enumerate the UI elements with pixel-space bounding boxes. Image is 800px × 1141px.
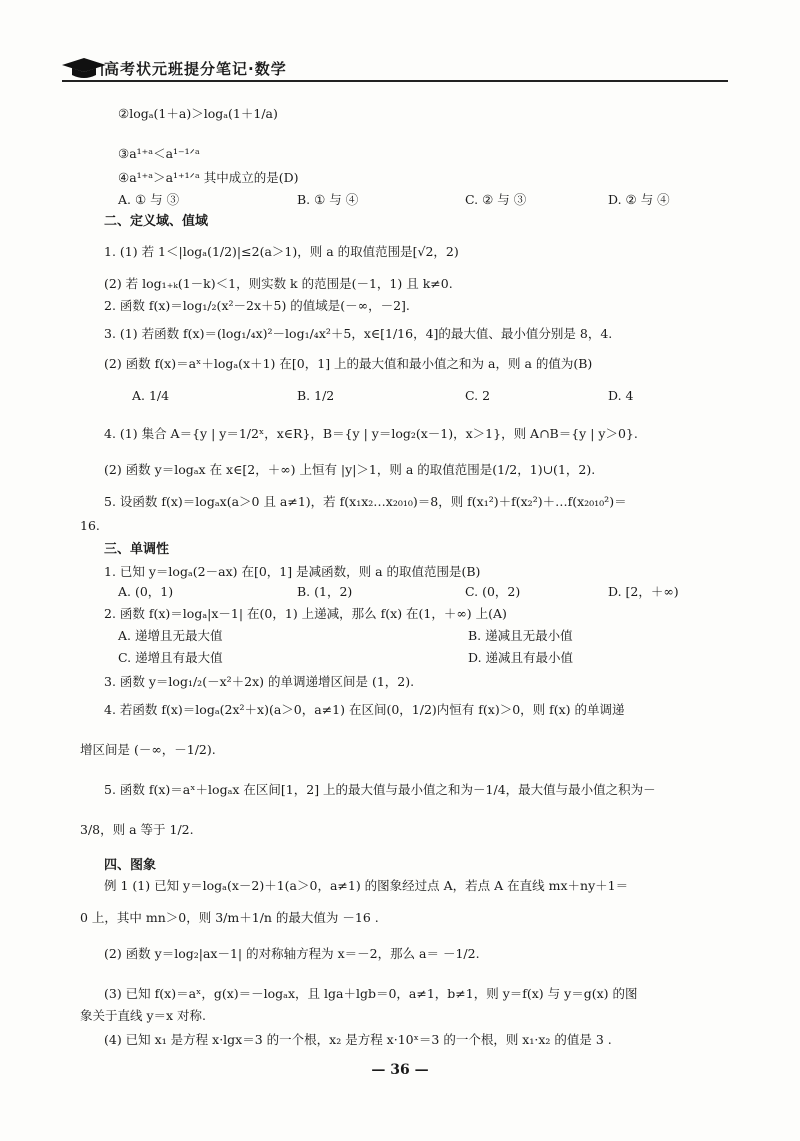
choice-c: C. (0，2) <box>465 584 521 599</box>
problem-line: 例 1 (1) 已知 y＝logₐ(x－2)＋1(a＞0，a≠1) 的图象经过点 A，若点 A 在直线 mx＋ny＋1＝ <box>104 878 629 893</box>
problem-line: 增区间是 (－∞，－1/2). <box>80 742 216 757</box>
choice-b: B. 递减且无最小值 <box>468 628 573 643</box>
problem-line: 1. (1) 若 1＜|logₐ(1/2)|≤2(a＞1)，则 a 的取值范围是[√2，2) <box>104 244 459 259</box>
choice-a: A. ① 与 ③ <box>118 192 180 207</box>
problem-line: 16. <box>80 518 100 533</box>
choice-d: D. 递减且有最小值 <box>468 650 574 665</box>
problem-line: 4. (1) 集合 A＝{y | y＝1/2ˣ，x∈R}，B＝{y | y＝log₂(x－1)，x＞1}，则 A∩B＝{y | y＞0}. <box>104 426 638 441</box>
header-title: 高考状元班提分笔记·数学 <box>104 60 287 78</box>
problem-line: 3. 函数 y＝log₁/₂(－x²＋2x) 的单调递增区间是 (1，2). <box>104 674 415 689</box>
page-number: — 36 — <box>371 1062 429 1078</box>
problem-line: 1. 已知 y＝logₐ(2－ax) 在[0，1] 是减函数，则 a 的取值范围是(B) <box>104 564 481 579</box>
problem-line: (2) 函数 y＝log₂|ax－1| 的对称轴方程为 x＝－2，那么 a＝ －1/2. <box>104 946 480 961</box>
problem-line: (2) 函数 f(x)＝aˣ＋logₐ(x＋1) 在[0，1] 上的最大值和最小值之和为 a，则 a 的值为(B) <box>104 356 593 371</box>
problem-line: (2) 若 log₁₊ₖ(1－k)＜1，则实数 k 的范围是(－1，1) 且 k≠0. <box>104 276 453 291</box>
choice-d: D. 4 <box>608 388 634 403</box>
choice-a: A. 1/4 <box>132 388 170 403</box>
choice-a: A. (0，1) <box>118 584 174 599</box>
choice-b: B. (1，2) <box>297 584 353 599</box>
choice-b: B. 1/2 <box>297 388 335 403</box>
choice-d: D. ② 与 ④ <box>608 192 670 207</box>
problem-line: 象关于直线 y＝x 对称. <box>80 1008 207 1023</box>
problem-line: (2) 函数 y＝logₐx 在 x∈[2，＋∞) 上恒有 |y|＞1，则 a 的取值范围是(1/2，1)∪(1，2). <box>104 462 596 477</box>
choice-c: C. ② 与 ③ <box>465 192 527 207</box>
problem-line: 5. 函数 f(x)＝aˣ＋logₐx 在区间[1，2] 上的最大值与最小值之和为－1/4，最大值与最小值之积为－ <box>104 782 656 797</box>
option-line: ②logₐ(1＋a)＞logₐ(1＋1/a) <box>118 106 278 121</box>
problem-line: 3/8，则 a 等于 1/2. <box>80 822 194 837</box>
graduation-cap-icon <box>62 56 106 80</box>
problem-line: (4) 已知 x₁ 是方程 x·lgx＝3 的一个根，x₂ 是方程 x·10ˣ＝3 的一个根，则 x₁·x₂ 的值是 3 . <box>104 1032 612 1047</box>
problem-line: 2. 函数 f(x)＝logₐ|x－1| 在(0，1) 上递减，那么 f(x) 在(1，＋∞) 上(A) <box>104 606 507 621</box>
problem-line: 0 上，其中 mn＞0，则 3/m＋1/n 的最大值为 －16 . <box>80 910 379 925</box>
section-heading: 四、图象 <box>104 858 157 873</box>
problem-line: 4. 若函数 f(x)＝logₐ(2x²＋x)(a＞0，a≠1) 在区间(0，1/2)内恒有 f(x)＞0，则 f(x) 的单调递 <box>104 702 625 717</box>
choice-a: A. 递增且无最大值 <box>118 628 223 643</box>
section-heading: 三、单调性 <box>104 542 170 557</box>
option-line: ④a¹⁺ᵃ＞a¹⁺¹ᐟᵃ 其中成立的是(D) <box>118 170 299 185</box>
section-heading: 二、定义域、值域 <box>104 214 209 229</box>
choice-c: C. 2 <box>465 388 491 403</box>
problem-line: 3. (1) 若函数 f(x)＝(log₁/₄x)²－log₁/₄x²＋5，x∈[1/16，4]的最大值、最小值分别是 8，4. <box>104 326 613 341</box>
header-rule <box>62 80 728 82</box>
problem-line: 2. 函数 f(x)＝log₁/₂(x²－2x＋5) 的值域是(－∞，－2]. <box>104 298 410 313</box>
choice-d: D. [2，＋∞) <box>608 584 679 599</box>
problem-line: 5. 设函数 f(x)＝logₐx(a＞0 且 a≠1)，若 f(x₁x₂…x₂₀₁₀)＝8，则 f(x₁²)＋f(x₂²)＋…f(x₂₀₁₀²)＝ <box>104 494 627 509</box>
option-line: ③a¹⁺ᵃ＜a¹⁻¹ᐟᵃ <box>118 146 200 161</box>
choice-b: B. ① 与 ④ <box>297 192 359 207</box>
problem-line: (3) 已知 f(x)＝aˣ，g(x)＝－logₐx，且 lga＋lgb＝0，a≠1，b≠1，则 y＝f(x) 与 y＝g(x) 的图 <box>104 986 638 1001</box>
choice-c: C. 递增且有最大值 <box>118 650 223 665</box>
